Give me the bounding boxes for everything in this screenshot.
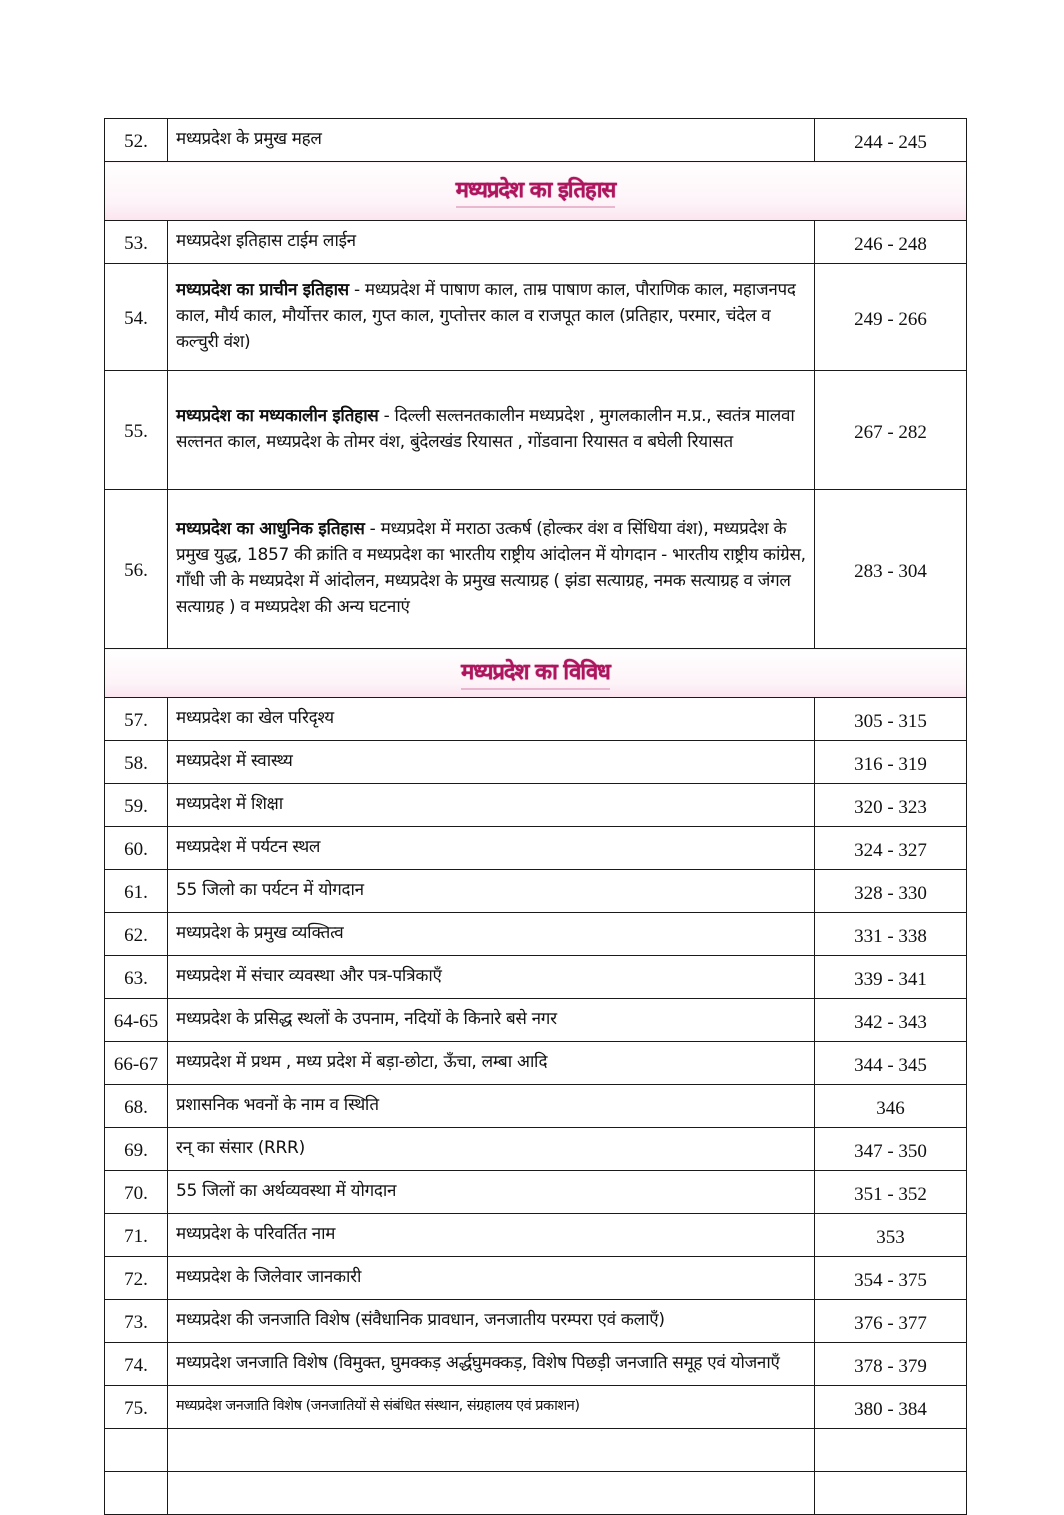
toc-row <box>105 119 967 162</box>
entry-topic-text: मध्यप्रदेश का खेल परिदृश्य <box>176 708 334 728</box>
entry-topic <box>168 1429 815 1472</box>
entry-topic <box>168 119 815 162</box>
toc-row <box>105 1214 967 1257</box>
table-of-contents <box>104 118 967 1515</box>
entry-topic-text: मध्यप्रदेश में शिक्षा <box>176 794 283 814</box>
entry-topic <box>168 741 815 784</box>
entry-topic-text: मध्यप्रदेश के प्रमुख महल <box>176 129 322 149</box>
toc-row <box>105 913 967 956</box>
entry-number <box>105 1429 168 1472</box>
entry-pages: 380 - 384 <box>815 1386 967 1429</box>
section-header-miscellaneous <box>105 649 967 698</box>
entry-pages: 249 - 266 <box>815 264 967 371</box>
toc-row <box>105 999 967 1042</box>
entry-topic <box>168 913 815 956</box>
entry-number: 63. <box>105 956 168 999</box>
entry-number: 62. <box>105 913 168 956</box>
entry-pages: 354 - 375 <box>815 1257 967 1300</box>
toc-row <box>105 1386 967 1429</box>
entry-number: 72. <box>105 1257 168 1300</box>
entry-pages: 244 - 245 <box>815 119 967 162</box>
entry-number: 74. <box>105 1343 168 1386</box>
toc-row <box>105 1042 967 1085</box>
entry-number: 70. <box>105 1171 168 1214</box>
entry-number: 60. <box>105 827 168 870</box>
toc-row <box>105 371 967 490</box>
entry-topic <box>168 1042 815 1085</box>
toc-row <box>105 784 967 827</box>
toc-row <box>105 1128 967 1171</box>
entry-number: 58. <box>105 741 168 784</box>
toc-row <box>105 1257 967 1300</box>
entry-number: 73. <box>105 1300 168 1343</box>
entry-topic-text: मध्यप्रदेश में पर्यटन स्थल <box>176 837 321 857</box>
entry-topic-text: - मध्यप्रदेश में मराठा उत्कर्ष (होल्कर वंश व सिंधिया वंश), मध्यप्रदेश के प्रमुख युद्ध, 1857 की क्रांति व मध्यप्रदेश का भारतीय राष्ट्रीय आंदोलन में योगदान - भारतीय राष्ट्रीय कांग्रेस, गाँधी जी के मध्यप्रदेश में आंदोलन, मध्यप्रदेश के प्रमुख सत्याग्रह ( झंडा सत्याग्रह, नमक सत्याग्रह व जंगल सत्याग्रह ) व मध्यप्रदेश की अन्य घटनाएं <box>176 519 806 617</box>
entry-topic-text: मध्यप्रदेश में संचार व्यवस्था और पत्र-पत्रिकाएँ <box>176 966 442 986</box>
entry-pages: 342 - 343 <box>815 999 967 1042</box>
entry-topic <box>168 870 815 913</box>
section-header-history <box>105 162 967 221</box>
entry-topic <box>168 1128 815 1171</box>
entry-topic <box>168 1300 815 1343</box>
entry-pages: 316 - 319 <box>815 741 967 784</box>
section-title: मध्यप्रदेश का इतिहास <box>456 174 616 208</box>
entry-number: 53. <box>105 221 168 264</box>
entry-number: 55. <box>105 371 168 490</box>
entry-topic <box>168 264 815 371</box>
entry-topic <box>168 698 815 741</box>
entry-number: 75. <box>105 1386 168 1429</box>
entry-number: 52. <box>105 119 168 162</box>
entry-topic-lead: मध्यप्रदेश का प्राचीन इतिहास <box>176 280 349 300</box>
entry-pages: 351 - 352 <box>815 1171 967 1214</box>
entry-topic <box>168 956 815 999</box>
entry-topic-text: मध्यप्रदेश के जिलेवार जानकारी <box>176 1267 362 1287</box>
entry-number: 64-65 <box>105 999 168 1042</box>
entry-topic-text: मध्यप्रदेश जनजाति विशेष (विमुक्त, घुमक्कड़ अर्द्धघुमक्कड़, विशेष पिछड़ी जनजाति समूह एवं योजनाएँ <box>176 1353 780 1373</box>
entry-pages: 344 - 345 <box>815 1042 967 1085</box>
entry-topic-lead: मध्यप्रदेश का मध्यकालीन इतिहास <box>176 406 379 426</box>
toc-row <box>105 870 967 913</box>
entry-topic <box>168 999 815 1042</box>
entry-topic <box>168 784 815 827</box>
entry-topic-text: मध्यप्रदेश के प्रमुख व्यक्तित्व <box>176 923 344 943</box>
section-title: मध्यप्रदेश का विविध <box>461 656 610 690</box>
entry-topic-text: मध्यप्रदेश के प्रसिद्ध स्थलों के उपनाम, नदियों के किनारे बसे नगर <box>176 1009 557 1029</box>
entry-topic-text: मध्यप्रदेश इतिहास टाईम लाईन <box>176 231 356 251</box>
entry-topic <box>168 1257 815 1300</box>
entry-pages: 331 - 338 <box>815 913 967 956</box>
entry-pages: 283 - 304 <box>815 490 967 649</box>
entry-topic-text: - मध्यप्रदेश में पाषाण काल, ताम्र पाषाण काल, पौराणिक काल, महाजनपद काल, मौर्य काल, मौर्योत्तर काल, गुप्त काल, गुप्तोत्तर काल व राजपूत काल (प्रतिहार, परमार, चंदेल व कल्चुरी वंश) <box>176 280 796 352</box>
entry-number: 56. <box>105 490 168 649</box>
entry-topic <box>168 1171 815 1214</box>
entry-number: 68. <box>105 1085 168 1128</box>
entry-topic-text: मध्यप्रदेश में स्वास्थ्य <box>176 751 293 771</box>
entry-topic <box>168 1214 815 1257</box>
toc-row <box>105 490 967 649</box>
entry-topic <box>168 1343 815 1386</box>
entry-pages: 246 - 248 <box>815 221 967 264</box>
entry-topic <box>168 371 815 490</box>
entry-topic <box>168 221 815 264</box>
entry-pages: 376 - 377 <box>815 1300 967 1343</box>
entry-topic-text: 55 जिलो का पर्यटन में योगदान <box>176 880 364 900</box>
entry-number: 61. <box>105 870 168 913</box>
toc-row <box>105 1300 967 1343</box>
toc-row <box>105 221 967 264</box>
toc-row <box>105 264 967 371</box>
entry-topic <box>168 1085 815 1128</box>
entry-pages <box>815 1472 967 1515</box>
toc-row <box>105 1429 967 1472</box>
entry-topic-text: मध्यप्रदेश में प्रथम , मध्य प्रदेश में बड़ा-छोटा, ऊँचा, लम्बा आदि <box>176 1052 548 1072</box>
entry-topic <box>168 1472 815 1515</box>
toc-row <box>105 827 967 870</box>
toc-row <box>105 698 967 741</box>
entry-topic-text: मध्यप्रदेश की जनजाति विशेष (संवैधानिक प्रावधान, जनजातीय परम्परा एवं कलाएँ) <box>176 1310 665 1330</box>
entry-topic-text: मध्यप्रदेश के परिवर्तित नाम <box>176 1224 336 1244</box>
entry-topic-text: मध्यप्रदेश जनजाति विशेष (जनजातियों से संबंधित संस्थान, संग्रहालय एवं प्रकाशन) <box>176 1398 580 1414</box>
toc-row <box>105 741 967 784</box>
entry-topic-lead: मध्यप्रदेश का आधुनिक इतिहास <box>176 519 365 539</box>
entry-pages: 267 - 282 <box>815 371 967 490</box>
entry-topic <box>168 827 815 870</box>
entry-topic-text: - दिल्ली सल्तनतकालीन मध्यप्रदेश , मुगलकालीन म.प्र., स्वतंत्र मालवा सल्तनत काल, मध्यप्रदेश के तोमर वंश, बुंदेलखंड रियासत , गोंडवाना रियासत व बघेली रियासत <box>176 406 795 452</box>
toc-row <box>105 956 967 999</box>
entry-number: 57. <box>105 698 168 741</box>
entry-pages: 305 - 315 <box>815 698 967 741</box>
toc-row <box>105 1085 967 1128</box>
entry-topic-text: रन् का संसार (RRR) <box>176 1138 305 1158</box>
entry-pages: 378 - 379 <box>815 1343 967 1386</box>
entry-pages: 324 - 327 <box>815 827 967 870</box>
entry-topic <box>168 1386 815 1429</box>
toc-row <box>105 1171 967 1214</box>
entry-pages: 339 - 341 <box>815 956 967 999</box>
entry-number: 71. <box>105 1214 168 1257</box>
entry-number: 54. <box>105 264 168 371</box>
entry-number: 59. <box>105 784 168 827</box>
entry-topic-text: 55 जिलों का अर्थव्यवस्था में योगदान <box>176 1181 397 1201</box>
entry-pages <box>815 1429 967 1472</box>
entry-pages: 328 - 330 <box>815 870 967 913</box>
entry-number: 66-67 <box>105 1042 168 1085</box>
entry-pages: 346 <box>815 1085 967 1128</box>
entry-pages: 320 - 323 <box>815 784 967 827</box>
entry-pages: 347 - 350 <box>815 1128 967 1171</box>
entry-number: 69. <box>105 1128 168 1171</box>
entry-topic <box>168 490 815 649</box>
entry-number <box>105 1472 168 1515</box>
entry-pages: 353 <box>815 1214 967 1257</box>
toc-row <box>105 1472 967 1515</box>
entry-topic-text: प्रशासनिक भवनों के नाम व स्थिति <box>176 1095 379 1115</box>
toc-row <box>105 1343 967 1386</box>
